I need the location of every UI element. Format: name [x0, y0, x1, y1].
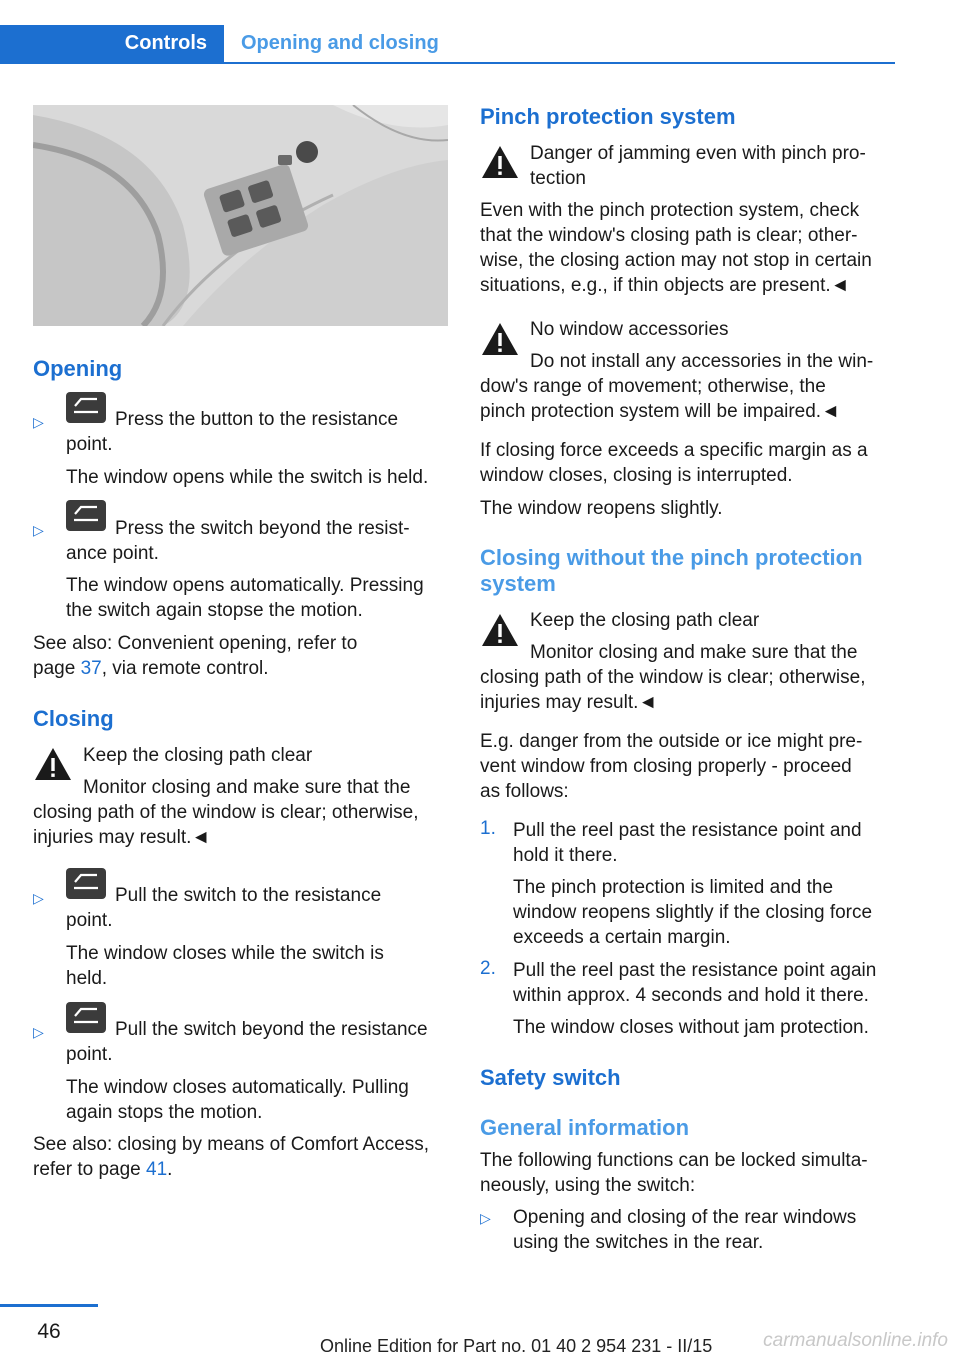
- warning-1-title-2: tection: [530, 168, 586, 189]
- warning-2-text-1: Do not install any accessories in the win-: [530, 351, 874, 372]
- opening-item-1-text: Press the button to the resistance: [115, 409, 399, 430]
- see-also-opening-line2: page 37, via remote control.: [33, 658, 269, 679]
- window-switch-icon: [66, 868, 106, 899]
- warning-1-text-1: Even with the pinch protection system, check: [480, 200, 860, 221]
- bullet-icon: ▷: [33, 522, 44, 538]
- step-1-note-3: exceeds a certain margin.: [513, 927, 731, 948]
- opening-item-1-cont: point.: [66, 434, 113, 455]
- page-link-37[interactable]: 37: [80, 658, 102, 679]
- warning-3-text-1: Monitor closing and make sure that the: [530, 642, 858, 663]
- general-text-2: neously, using the switch:: [480, 1175, 696, 1196]
- closing-without-heading-2: system: [480, 571, 556, 596]
- closing-warning-text-1: Monitor closing and make sure that the: [83, 777, 411, 798]
- closing-warning-title: Keep the closing path clear: [83, 745, 313, 766]
- warning-2-text-2: dow's range of movement; otherwise, the: [480, 376, 826, 397]
- safety-switch-heading: Safety switch: [480, 1065, 621, 1090]
- closing-item-1-note: The window closes while the switch is: [66, 943, 384, 964]
- opening-heading: Opening: [33, 356, 123, 381]
- closing-item-1-text: Pull the switch to the resistance: [115, 885, 382, 906]
- bullet-1-line-2: using the switches in the rear.: [513, 1232, 764, 1253]
- para-3-line-2: vent window from closing properly - proceed: [480, 756, 852, 777]
- step-2-number: 2.: [480, 958, 496, 979]
- footer-rule: [0, 1304, 98, 1307]
- warning-icon: [480, 611, 520, 649]
- opening-item-2-cont: ance point.: [66, 543, 159, 564]
- warning-3-title: Keep the closing path clear: [530, 610, 760, 631]
- closing-warning-text-3: injuries may result.◄: [33, 827, 211, 848]
- see-also-opening: See also: Convenient opening, refer to: [33, 633, 358, 654]
- opening-item-2-text: Press the switch beyond the resist-: [115, 518, 410, 539]
- opening-item-2-note: The window opens automatically. Pressing: [66, 575, 424, 596]
- general-text-1: The following functions can be locked simulta-: [480, 1150, 868, 1171]
- para-3-line-3: as follows:: [480, 781, 569, 802]
- closing-item-1-note2: held.: [66, 968, 108, 989]
- closing-item-2-note2: again stops the motion.: [66, 1102, 263, 1123]
- step-1-note-1: The pinch protection is limited and the: [513, 877, 834, 898]
- closing-item-2-note: The window closes automatically. Pulling: [66, 1077, 409, 1098]
- bullet-icon: ▷: [480, 1210, 491, 1226]
- warning-1-title: Danger of jamming even with pinch pro-: [530, 143, 866, 164]
- bullet-1-line-1: Opening and closing of the rear windows: [513, 1207, 857, 1228]
- warning-2-title: No window accessories: [530, 319, 729, 340]
- edition-text: Online Edition for Part no. 01 40 2 954 231 - II/15: [320, 1336, 713, 1356]
- step-1-note-2: window reopens slightly if the closing force: [513, 902, 873, 923]
- window-switch-icon: [66, 500, 106, 531]
- bullet-icon: ▷: [33, 1024, 44, 1040]
- page-header: [0, 25, 895, 64]
- warning-2-text-3: pinch protection system will be impaired.◄: [480, 401, 840, 422]
- para-1-line-2: window closes, closing is interrupted.: [480, 465, 793, 486]
- general-info-heading: General information: [480, 1115, 690, 1140]
- step-2-line-2: within approx. 4 seconds and hold it there.: [513, 985, 869, 1006]
- pinch-protection-heading: Pinch protection system: [480, 104, 736, 129]
- see-also-closing: See also: closing by means of Comfort Access,: [33, 1134, 430, 1155]
- door-switch-illustration: [33, 105, 448, 326]
- para-2: The window reopens slightly.: [480, 498, 723, 519]
- window-switch-icon: [66, 392, 106, 423]
- closing-item-2-text: Pull the switch beyond the resistance: [115, 1019, 428, 1040]
- warning-3-text-2: closing path of the window is clear; otherwise,: [480, 667, 866, 688]
- window-switch-icon: [66, 1002, 106, 1033]
- step-2-note-1: The window closes without jam protection.: [513, 1017, 869, 1038]
- opening-item-1-note: The window opens while the switch is held.: [66, 467, 429, 488]
- opening-item-2-note2: the switch again stopse the motion.: [66, 600, 363, 621]
- warning-icon: [480, 143, 520, 181]
- warning-1-text-2: that the window's closing path is clear; other-: [480, 225, 858, 246]
- warning-1-text-3: wise, the closing action may not stop in certain: [480, 250, 872, 271]
- page-link-41[interactable]: 41: [146, 1159, 168, 1180]
- step-1-line-2: hold it there.: [513, 845, 618, 866]
- watermark: carmanualsonline.info: [763, 1330, 948, 1351]
- closing-without-heading-1: Closing without the pinch protection: [480, 545, 863, 570]
- section-tab[interactable]: Controls: [0, 25, 224, 62]
- closing-warning-text-2: closing path of the window is clear; otherwise,: [33, 802, 419, 823]
- warning-icon: [33, 745, 73, 783]
- warning-1-text-4: situations, e.g., if thin objects are present.◄: [480, 275, 850, 296]
- bullet-icon: ▷: [33, 890, 44, 906]
- page-number: 46: [37, 1320, 61, 1343]
- bullet-icon: ▷: [33, 414, 44, 430]
- closing-heading: Closing: [33, 706, 114, 731]
- warning-icon: [480, 320, 520, 358]
- subsection-tab[interactable]: Opening and closing: [241, 32, 439, 54]
- step-1-line-1: Pull the reel past the resistance point and: [513, 820, 862, 841]
- step-1-number: 1.: [480, 818, 496, 839]
- see-also-closing-line2: refer to page 41.: [33, 1159, 173, 1180]
- step-2-line-1: Pull the reel past the resistance point again: [513, 960, 877, 981]
- para-3-line-1: E.g. danger from the outside or ice might pre-: [480, 731, 863, 752]
- para-1-line-1: If closing force exceeds a specific margin as a: [480, 440, 868, 461]
- warning-3-text-3: injuries may result.◄: [480, 692, 658, 713]
- closing-item-2-cont: point.: [66, 1044, 113, 1065]
- closing-item-1-cont: point.: [66, 910, 113, 931]
